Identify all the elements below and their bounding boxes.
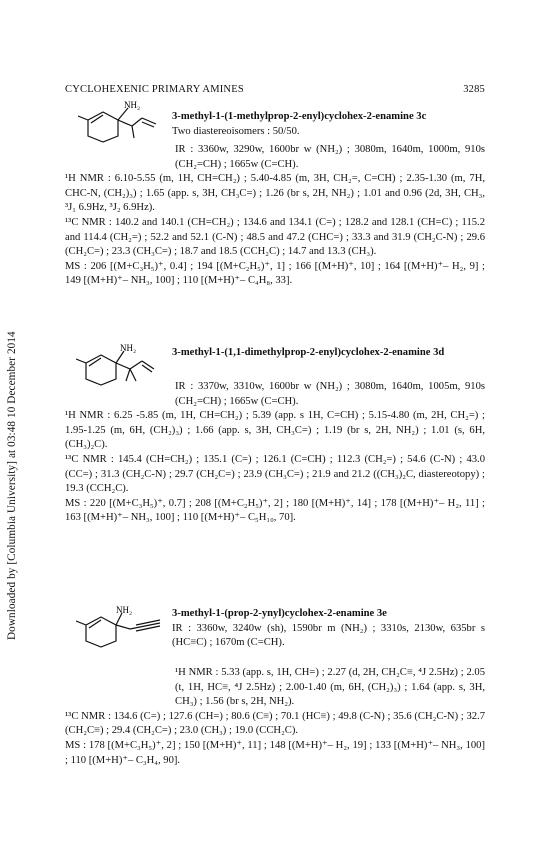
running-header: [65, 84, 485, 95]
hnmr-3c: ¹H NMR : 6.10-5.55 (m, 1H, CH=CH₂) ; 5.40-4.85 (m, 3H, CH₂=, C=CH) ; 2.35-1.30 (m, 7H, CHC-N, (CH₂)₃) ; 1.65 (app. s, 3H, CH₃C=) ; 1.26 (br s, 2H, NH₂) ; 1.01 and 0.96 (2d, 3H, CH₃, ³J₁ 6.9Hz, ³J₂ 6.9Hz).: [65, 173, 485, 214]
ms-3c: MS : 206 [(M+C₃H₅)⁺, 0.4] ; 194 [(M+C₂H₅)⁺, 1] ; 166 [(M+H)⁺, 10] ; 164 [(M+H)⁺– H₂, 9] ; 149 [(M+H)⁺– NH₃, 100] ; 110 [(M+H)⁺– C₄H₈, 33].: [65, 260, 485, 287]
ir-3e: IR : 3360w, 3240w (sh), 1590br m (NH₂) ; 3310s, 2130w, 635br s (HC≡C) ; 1670m (C=CH).: [172, 622, 485, 649]
data-block-3c: [65, 143, 485, 289]
title-block-3d: [172, 346, 485, 361]
nh2-label: NH₂: [116, 605, 133, 615]
cnmr-3c: ¹³C NMR : 140.2 and 140.1 (CH=CH₂) ; 134.6 and 134.1 (C=) ; 128.2 and 128.1 (CH=C) ; 115.2 and 114.4 (CH₂=) ; 52.2 and 52.1 (C-N) ; 48.5 and 47.2 (CHC=) ; 33.3 and 31.9 (CH₂C-N) ; 29.6 (CH₂C=) ; 23.3 (CH₃C=) ; 18.7 and 18.5 (CCH₂C) ; 14.7 and 13.3 (CH₃).: [65, 216, 485, 258]
title-block-3c: [172, 110, 485, 139]
compound-title-3c: 3-methyl-1-(1-methylprop-2-enyl)cyclohex-2-enamine 3c: [172, 111, 427, 122]
ir-3c: IR : 3360w, 3290w, 1600br w (NH₂) ; 3080m, 1640m, 1000m, 910s (CH₂=CH) ; 1665w (C=CH).: [175, 144, 485, 170]
header-title: CYCLOHEXENIC PRIMARY AMINES: [65, 84, 244, 95]
cnmr-3e: ¹³C NMR : 134.6 (C=) ; 127.6 (CH=) ; 80.6 (C≡) ; 70.1 (HC≡) ; 49.8 (C-N) ; 35.6 (CH₂C-N) ; 32.7 (CH₂C≡) ; 29.4 (CH₂C=) ; 23.0 (CH₃) ; 19.0 (CCH₂C).: [65, 710, 485, 737]
title-block-3e: [172, 607, 485, 651]
hnmr-3e: ¹H NMR : 5.33 (app. s, 1H, CH=) ; 2.27 (d, 2H, CH₂C≡, ⁴J 2.5Hz) ; 2.05 (t, 1H, HC≡, ⁴J 2.5Hz) ; 2.00-1.40 (m, 6H, (CH₂)₃) ; 1.64 (app. s, 3H, CH₃) ; 1.56 (br s, 2H, NH₂).: [175, 667, 485, 708]
data-block-3e: [65, 666, 485, 768]
compound-title-3d: 3-methyl-1-(1,1-dimethylprop-2-enyl)cyclohex-2-enamine 3d: [172, 347, 445, 358]
ir-3d: IR : 3370w, 3310w, 1600br w (NH₂) ; 3080m, 1640m, 1005m, 910s (CH₂=CH) ; 1665w (C=CH).: [175, 381, 485, 407]
ms-3d: MS : 220 [(M+C₃H₅)⁺, 0.7] ; 208 [(M+C₂H₅)⁺, 2] ; 180 [(M+H)⁺, 14] ; 178 [(M+H)⁺– H₂, 11] ; 163 [(M+H)⁺– NH₃, 100] ; 110 [(M+H)⁺– C₅H₁₀, 70].: [65, 497, 485, 524]
download-watermark: [0, 0, 40, 864]
diastereoisomer-note: Two diastereoisomers : 50/50.: [172, 125, 300, 137]
nh2-label: NH₂: [124, 100, 141, 110]
structure-3e: [76, 605, 171, 655]
cnmr-3d: ¹³C NMR : 145.4 (CH=CH₂) ; 135.1 (C=) ; 126.1 (C=CH) ; 112.3 (CH₂=) ; 54.6 (C-N) ; 43.0 (CC=) ; 31.3 (CH₂C-N) ; 29.7 (CH₂C=) ; 23.9 (CH₃C=) ; 21.9 and 21.2 ((CH₃)₂C, diastereotopy) ; 19.3 (CCH₂C).: [65, 453, 485, 495]
ms-3e: MS : 178 [(M+C₃H₅)⁺, 2] ; 150 [(M+H)⁺, 11] ; 148 [(M+H)⁺– H₂, 19] ; 133 [(M+H)⁺– NH₃, 100] ; 110 [(M+H)⁺– C₃H₄, 90].: [65, 739, 485, 766]
data-block-3d: [65, 380, 485, 526]
hnmr-3d: ¹H NMR : 6.25 -5.85 (m, 1H, CH=CH₂) ; 5.39 (app. s 1H, C=CH) ; 5.15-4.80 (m, 2H, CH₂=) ; 1.95-1.25 (m, 6H, (CH₂)₃) ; 1.66 (app. s, 3H, CH₃C=) ; 1.19 (br s, 2H, NH₂) ; 1.01 (s, 6H, (CH₃)₂C).: [65, 410, 485, 451]
page-number: 3285: [463, 84, 485, 95]
nh2-label: NH₂: [120, 343, 137, 353]
download-note: Downloaded by [Columbia University] at 03:48 10 December 2014: [6, 331, 18, 640]
compound-title-3e: 3-methyl-1-(prop-2-ynyl)cyclohex-2-enamine 3e: [172, 608, 387, 619]
